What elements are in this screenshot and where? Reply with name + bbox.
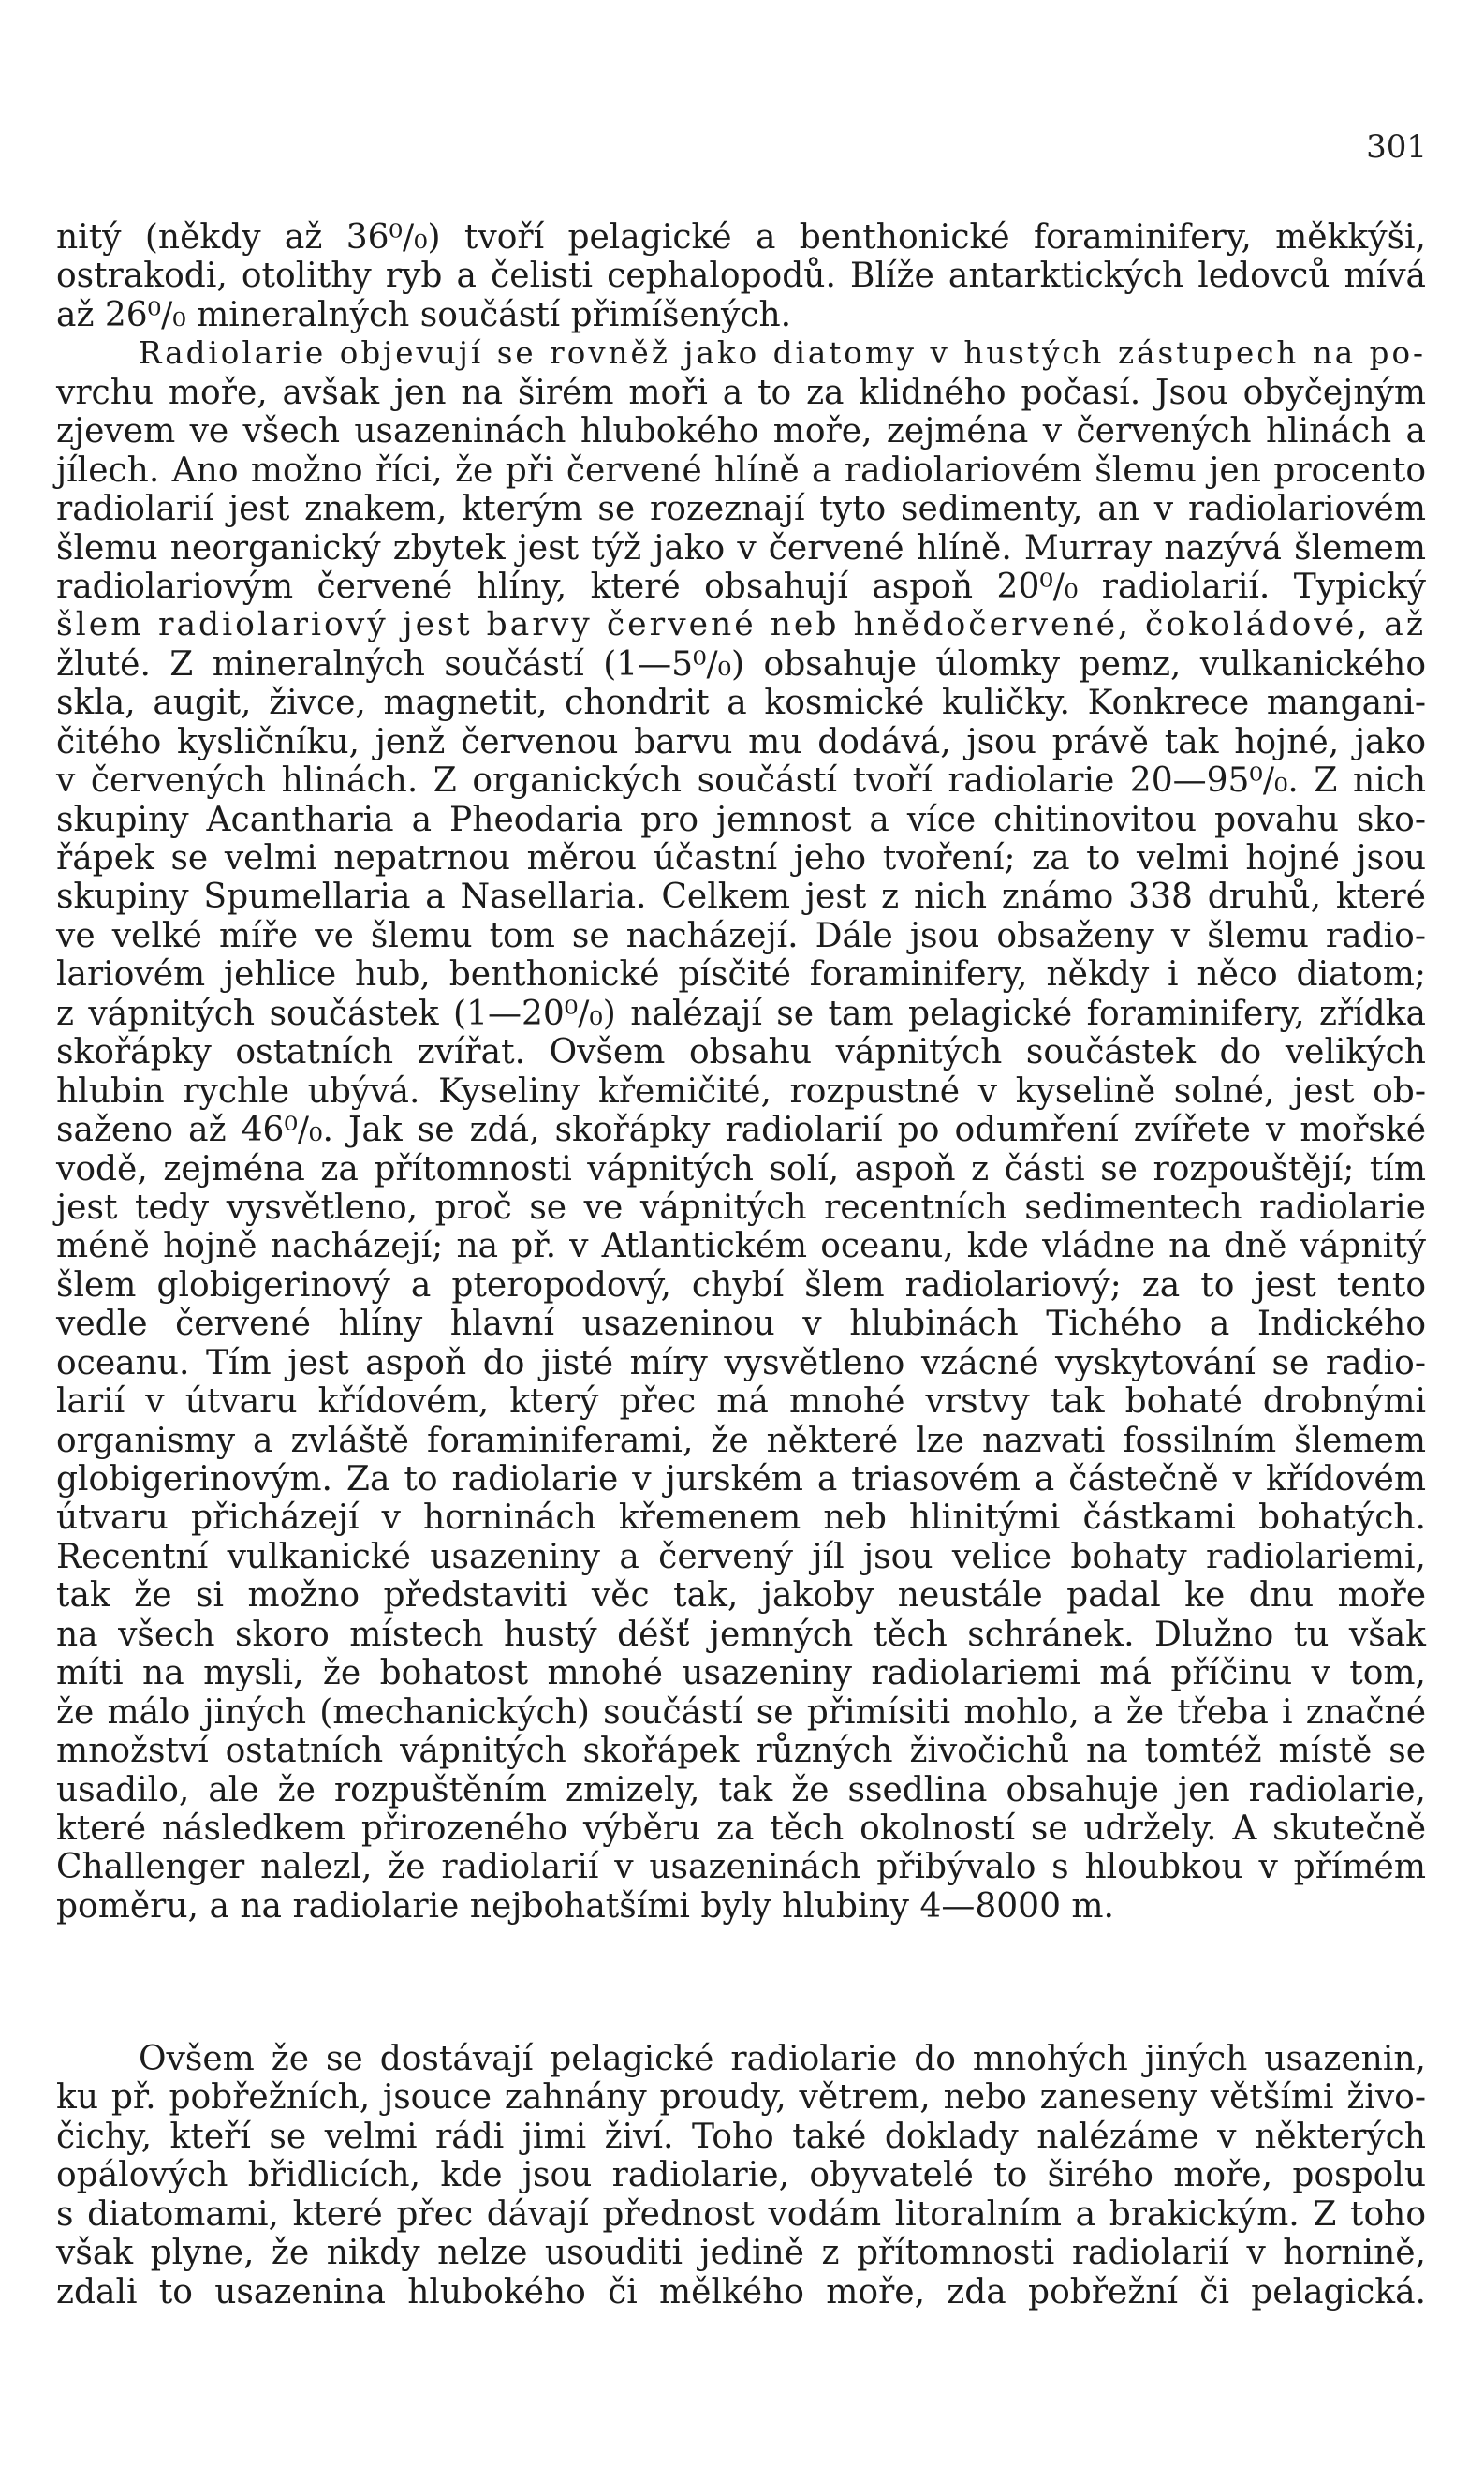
text-line: zjevem ve všech usazeninách hlubokého moře, zejména v červených hlinách a bbox=[56, 412, 1426, 451]
text-line: oceanu. Tím jest aspoň do jisté míry vysvětleno vzácné vyskytování se radio- bbox=[56, 1343, 1426, 1382]
text-line: Ovšem že se dostávají pelagické radiolarie do mnohých jiných usazenin, bbox=[139, 2040, 1426, 2078]
text-line: které následkem přirozeného výběru za těch okolností se udržely. A skutečně bbox=[56, 1809, 1426, 1848]
text-line: ve velké míře ve šlemu tom se nacházejí. Dále jsou obsaženy v šlemu radio- bbox=[56, 916, 1426, 955]
text-line: řápek se velmi nepatrnou měrou účastní jeho tvoření; za to velmi hojné jsou bbox=[56, 839, 1426, 878]
text-line: zdali to usazenina hlubokého či mělkého moře, zda pobřežní či pelagická. bbox=[56, 2272, 1426, 2311]
text-line: skořápky ostatních zvířat. Ovšem obsahu vápnitých součástek do velikých bbox=[56, 1033, 1426, 1072]
text-line: s diatomami, které přec dávají přednost vodám litoralním a brakickým. Z toho bbox=[56, 2194, 1426, 2234]
text-line: skupiny Acantharia a Pheodaria pro jemnost a více chitinovitou povahu sko- bbox=[56, 800, 1426, 839]
text-line: vedle červené hlíny hlavní usazeninou v hlubinách Tichého a Indického bbox=[56, 1305, 1426, 1344]
text-line: Challenger nalezl, že radiolarií v usazeninách přibývalo s hloubkou v přímém bbox=[56, 1848, 1426, 1887]
text-line: radiolarií jest znakem, kterým se rozeznají tyto sedimenty, an v radiolariovém bbox=[56, 490, 1426, 529]
text-line: ostrakodi, otolithy ryb a čelisti cephalopodů. Blíže antarktických ledovců mívá bbox=[56, 257, 1426, 296]
text-line: však plyne, že nikdy nelze usouditi jedině z přítomnosti radiolarií v hornině, bbox=[56, 2234, 1426, 2273]
text-line: vodě, zejména za přítomnosti vápnitých solí, aspoň z části se rozpouštějí; tím bbox=[56, 1149, 1426, 1189]
text-line: Radiolarie objevují se rovněž jako diatomy v hustých zástupech na po- bbox=[139, 335, 1426, 372]
text-line: z vápnitých součástek (1—20⁰/₀) nalézají se tam pelagické foraminifery, zřídka bbox=[56, 994, 1426, 1033]
text-line: nitý (někdy až 36⁰/₀) tvoří pelagické a benthonické foraminifery, měkkýši, bbox=[56, 218, 1426, 257]
text-line: skla, augit, živce, magnetit, chondrit a kosmické kuličky. Konkrece mangani- bbox=[56, 684, 1426, 723]
text-line: množství ostatních vápnitých skořápek různých živočichů na tomtéž místě se bbox=[56, 1732, 1426, 1771]
text-line: globigerinovým. Za to radiolarie v jurském a triasovém a částečně v křídovém bbox=[56, 1460, 1426, 1499]
text-line: ku př. pobřežních, jsouce zahnány proudy, větrem, nebo zaneseny většími živo- bbox=[56, 2078, 1426, 2118]
paragraph-radiolarie bbox=[56, 218, 1426, 1926]
text-line: usadilo, ale že rozpuštěním zmizely, tak že ssedlina obsahuje jen radiolarie, bbox=[56, 1770, 1426, 1809]
text-line: Recentní vulkanické usazeniny a červený jíl jsou velice bohaty radiolariemi, bbox=[56, 1537, 1426, 1576]
text-line: míti na mysli, že bohatost mnohé usazeniny radiolariemi má příčinu v tom, bbox=[56, 1654, 1426, 1693]
paragraph-pelagicke-radiolarie bbox=[56, 2040, 1426, 2311]
text-line: že málo jiných (mechanických) součástí se přimísiti mohlo, a že třeba i značné bbox=[56, 1692, 1426, 1732]
text-line: čichy, kteří se velmi rádi jimi živí. Toho také doklady nalézáme v některých bbox=[56, 2117, 1426, 2156]
text-line: tak že si možno představiti věc tak, jakoby neustále padal ke dnu moře bbox=[56, 1576, 1426, 1616]
text-line: na všech skoro místech hustý déšť jemných těch schránek. Dlužno tu však bbox=[56, 1615, 1426, 1654]
text-line: šlem globigerinový a pteropodový, chybí šlem radiolariový; za to jest tento bbox=[56, 1265, 1426, 1305]
text-line: šlem radiolariový jest barvy červené neb hnědočervené, čokoládové, až bbox=[56, 606, 1426, 644]
page-number: 301 bbox=[1366, 128, 1427, 166]
text-line: žluté. Z mineralných součástí (1—5⁰/₀) obsahuje úlomky pemz, vulkanického bbox=[56, 644, 1426, 684]
text-line: šlemu neorganický zbytek jest týž jako v červené hlíně. Murray nazývá šlemem bbox=[56, 528, 1426, 568]
text-line: opálových břidlicích, kde jsou radiolarie, obyvatelé to širého moře, pospolu bbox=[56, 2156, 1426, 2195]
text-line: čitého kysličníku, jenž červenou barvu mu dodává, jsou právě tak hojné, jako bbox=[56, 722, 1426, 761]
text-line: útvaru přicházejí v horninách křemenem neb hlinitými částkami bohatých. bbox=[56, 1499, 1426, 1538]
text-line: jílech. Ano možno říci, že při červené hlíně a radiolariovém šlemu jen procento bbox=[56, 450, 1426, 490]
text-line: v červených hlinách. Z organických součástí tvoří radiolarie 20—95⁰/₀. Z nich bbox=[56, 761, 1426, 801]
text-line: vrchu moře, avšak jen na širém moři a to za klidného počasí. Jsou obyčejným bbox=[56, 373, 1426, 412]
text-line: organismy a zvláště foraminiferami, že některé lze nazvati fossilním šlemem bbox=[56, 1421, 1426, 1460]
text-line: hlubin rychle ubývá. Kyseliny křemičité, rozpustné v kyselině solné, jest ob- bbox=[56, 1071, 1426, 1111]
text-line: méně hojně nacházejí; na př. v Atlantickém oceanu, kde vládne na dně vápnitý bbox=[56, 1227, 1426, 1266]
text-line: lariovém jehlice hub, benthonické písčité foraminifery, někdy i něco diatom; bbox=[56, 955, 1426, 995]
text-line: jest tedy vysvětleno, proč se ve vápnitých recentních sedimentech radiolarie bbox=[56, 1188, 1426, 1227]
text-line: skupiny Spumellaria a Nasellaria. Celkem jest z nich známo 338 druhů, které bbox=[56, 878, 1426, 917]
text-line: až 26⁰/₀ mineralných součástí přimíšených. bbox=[56, 295, 792, 334]
text-line: larií v útvaru křídovém, který přec má mnohé vrstvy tak bohaté drobnými bbox=[56, 1382, 1426, 1422]
text-line: poměru, a na radiolarie nejbohatšími byly hlubiny 4—8000 m. bbox=[56, 1886, 1114, 1926]
text-line: radiolariovým červené hlíny, které obsahují aspoň 20⁰/₀ radiolarií. Typický bbox=[56, 567, 1426, 606]
text-line: saženo až 46⁰/₀. Jak se zdá, skořápky radiolarií po odumření zvířete v mořské bbox=[56, 1111, 1426, 1150]
